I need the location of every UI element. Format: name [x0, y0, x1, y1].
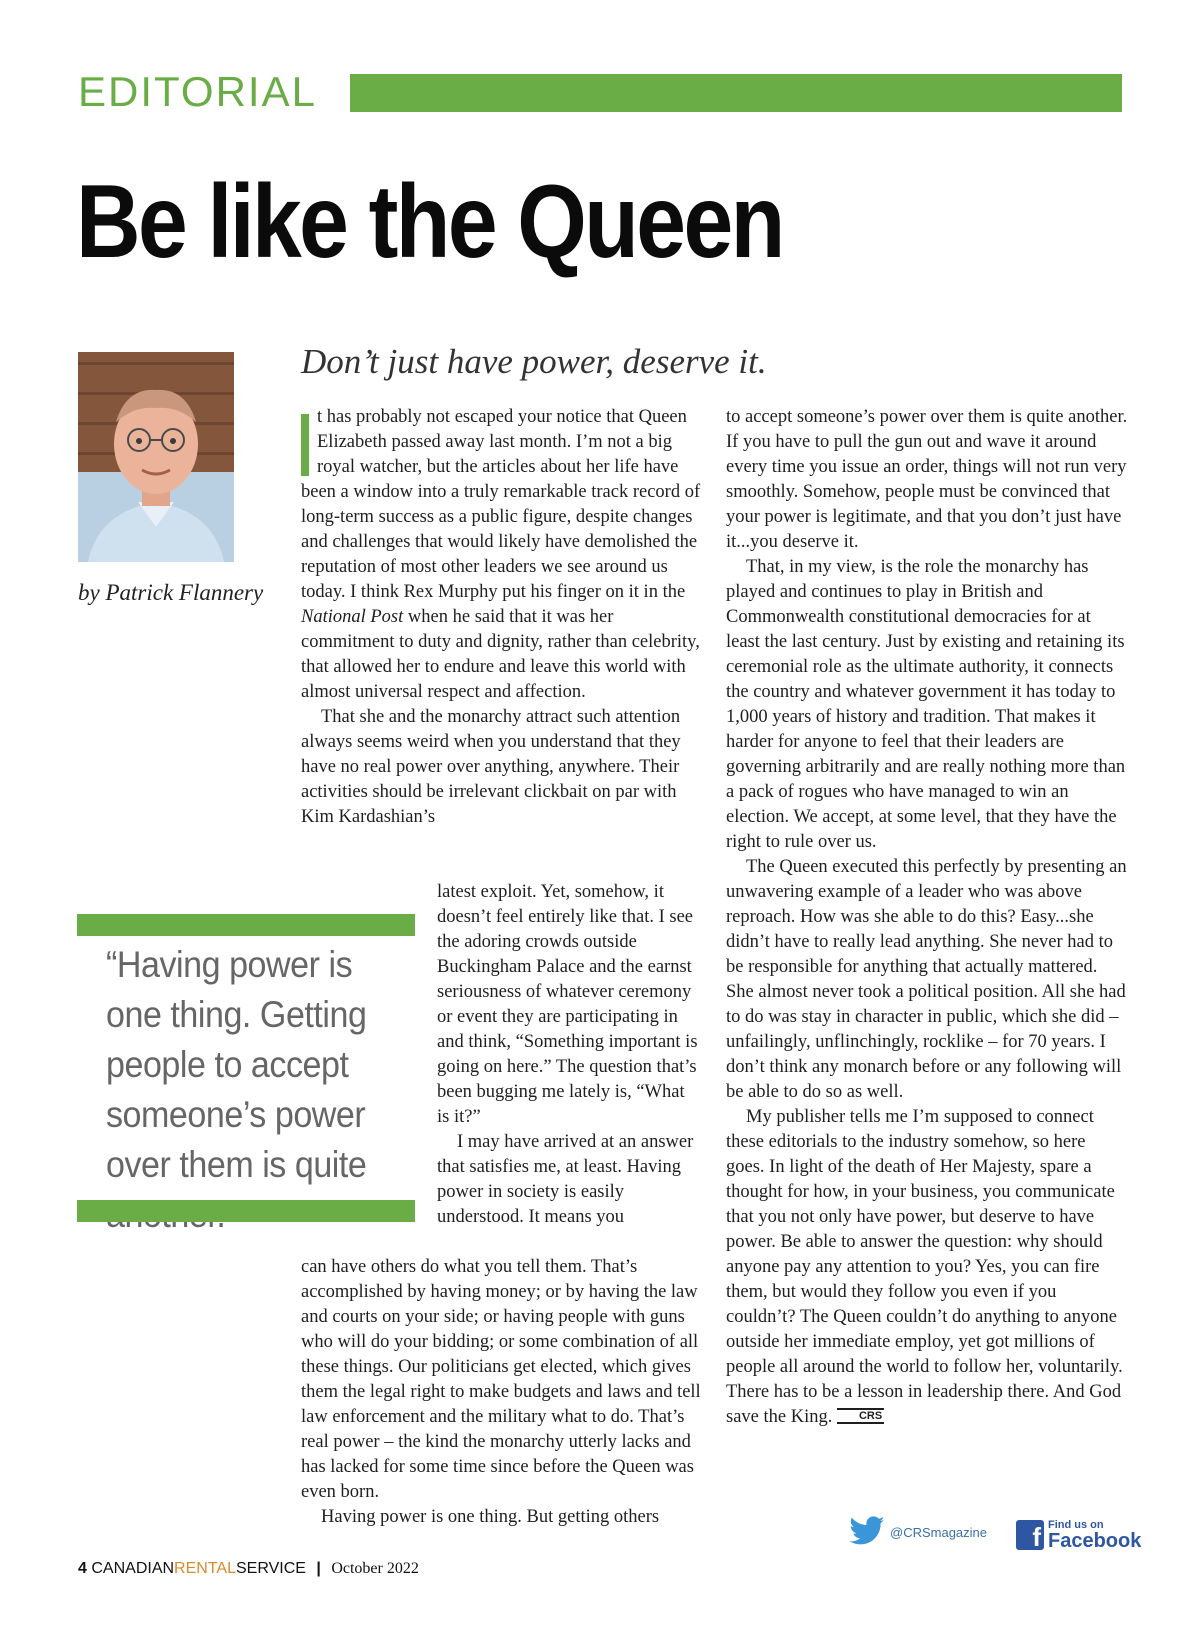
- facebook-icon: f: [1016, 1520, 1044, 1550]
- facebook-label: [1048, 1519, 1141, 1551]
- body-column-2: [726, 405, 1128, 1430]
- magazine-name-part-3: SERVICE: [235, 1560, 306, 1577]
- body-column-1-wrap: [437, 880, 701, 1230]
- page-footer: [78, 1560, 419, 1578]
- deck-subtitle: Don’t just have power, deserve it.: [301, 342, 767, 381]
- magazine-name-part-1: CANADIAN: [91, 1560, 175, 1577]
- paragraph-1: t has probably not escaped your notice that Queen Elizabeth passed away last month. I’m not a big royal watcher, but the articles about her life have been a window into a truly remarkable track record of long-term success as a public figure, despite changes and challenges that would likely have demolished the reputation of most other leaders we see around us today. I think Rex Murphy put his finger on it in the National Post when he said that it was her commitment to duty and dignity, rather than celebrity, that allowed her to endure and leave this world with almost universal respect and affection.: [301, 407, 701, 702]
- twitter-handle: @CRSmagazine: [890, 1524, 988, 1540]
- facebook-small-text: Find us on: [1048, 1519, 1104, 1531]
- body-column-1-top: [301, 405, 701, 830]
- page-number: 4: [78, 1560, 87, 1577]
- end-mark-logo: CRS: [837, 1408, 884, 1424]
- twitter-link[interactable]: [848, 1515, 987, 1549]
- paragraph-2-continued: latest exploit. Yet, somehow, it doesn’t feel entirely like that. I see the adoring crowds outside Buckingham Palace and the earnst seriousness of whatever ceremony or event they are participating in and think, “Something important is going on here.” The question that’s been bugging me lately is, “What is it?”: [437, 882, 698, 1127]
- section-bar: [350, 74, 1122, 112]
- byline: by Patrick Flannery: [78, 580, 264, 605]
- issue-date: October 2022: [331, 1560, 419, 1577]
- paragraph-3-continued: can have others do what you tell them. That’s accomplished by having money; or by having the law and courts on your side; or having people with guns who will do your bidding; or some combination of all these things. Our politicians get elected, which gives them the legal right to make budgets and laws and tell law enforcement and the military what to do. That’s real power – the kind the monarchy utterly lacks and has lacked for some time since before the Queen was even born.: [301, 1257, 701, 1502]
- pullquote-bar-bottom: [77, 1200, 415, 1222]
- author-photo: [78, 352, 234, 562]
- paragraph-3: I may have arrived at an answer that satisfies me, at least. Having power in society is easily understood. It means you: [437, 1132, 694, 1227]
- paragraph-4: Having power is one thing. But getting others: [321, 1507, 660, 1527]
- body-column-1-lower: [301, 1255, 701, 1530]
- paragraph-7: The Queen executed this perfectly by presenting an unwavering example of a leader who was above reproach. How was she able to do this? Easy...she didn’t have to really lead anything. She never had to be responsible for anything that actually mattered. She almost never took a political position. All she had to do was stay in character in public, which she did – unfailingly, unflinchingly, rocklike – for 70 years. I don’t think any monarch before or any following will be able to do so as well.: [726, 857, 1127, 1102]
- facebook-link[interactable]: [1016, 1519, 1141, 1551]
- paragraph-2: That she and the monarchy attract such attention always seems weird when you understand that they have no real power over anything, anywhere. Their activities should be irrelevant clickbait on par with Kim Kardashian’s: [301, 707, 681, 827]
- section-label: EDITORIAL: [78, 68, 317, 115]
- magazine-name-part-2: RENTAL: [174, 1560, 236, 1577]
- paragraph-8: My publisher tells me I’m supposed to connect these editorials to the industry somehow, so here goes. In light of the death of Her Majesty, spare a thought for how, in your business, you communicate that you not only have power, but deserve to have power. Be able to answer the question: why should anyone pay any attention to you? Yes, you can fire them, but would they follow you even if you couldn’t? The Queen couldn’t do anything to anyone outside her immediate employ, yet got millions of people all around the world to follow her, voluntarily. There has to be a lesson in leadership there. And God save the King. CRS: [726, 1107, 1123, 1427]
- paragraph-5: to accept someone’s power over them is quite another. If you have to pull the gun out and wave it around every time you issue an order, things will not run very smoothly. Somehow, people must be convinced that your power is legitimate, and that you don’t just have it...you deserve it.: [726, 407, 1128, 552]
- author-portrait: [78, 352, 234, 562]
- publication-name: National Post: [301, 607, 404, 627]
- drop-cap-bar: [301, 414, 309, 476]
- footer-separator: |: [316, 1560, 321, 1577]
- pullquote-bar-top: [77, 914, 415, 936]
- twitter-bird-icon: [848, 1515, 886, 1549]
- facebook-big-text: Facebook: [1048, 1530, 1142, 1552]
- headline: Be like the Queen: [76, 164, 783, 280]
- paragraph-6: That, in my view, is the role the monarchy has played and continues to play in British and Commonwealth constitutional democracies for at least the last century. Just by existing and retaining its ceremonial role as the ultimate authority, it connects the country and whatever government it has today to 1,000 years of history and tradition. That makes it harder for anyone to feel that their leaders are governing arbitrarily and are really nothing more than a pack of rogues who have managed to win an election. We accept, at some level, that they have the right to rule over us.: [726, 557, 1126, 852]
- pullquote: “Having power is one thing. Getting people to accept someone’s power over them is quite: [106, 944, 367, 1185]
